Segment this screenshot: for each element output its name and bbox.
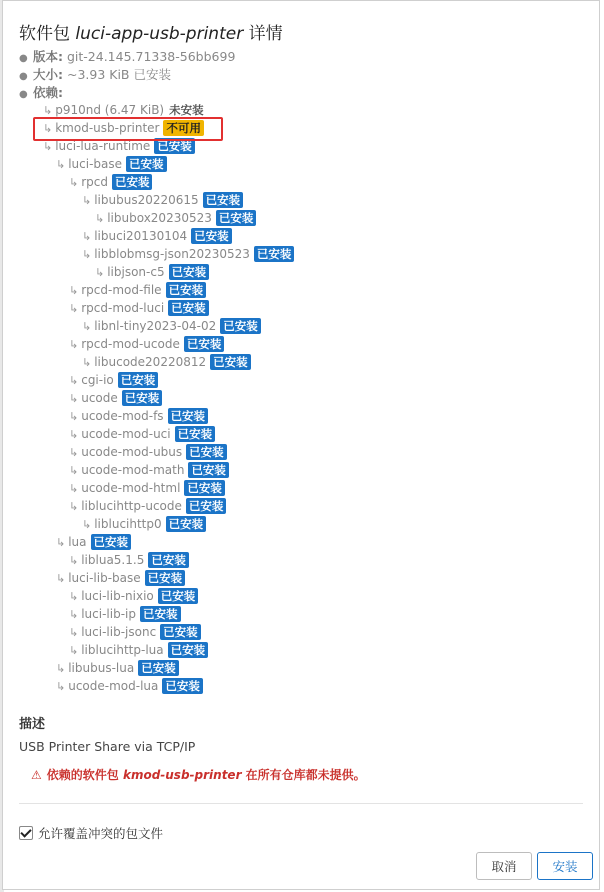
- child-arrow-icon: ↳: [69, 464, 79, 477]
- dependency-row: [82, 353, 251, 371]
- status-badge: 已安装: [126, 156, 167, 172]
- child-arrow-icon: ↳: [69, 374, 79, 387]
- child-arrow-icon: ↳: [69, 410, 79, 423]
- bullet-icon: ●: [19, 89, 28, 100]
- dependency-name: liblua5.1.5: [81, 553, 145, 567]
- dependency-name: lua: [68, 535, 87, 549]
- child-arrow-icon: ↳: [82, 248, 92, 261]
- child-arrow-icon: ↳: [56, 680, 66, 693]
- child-arrow-icon: ↳: [69, 554, 79, 567]
- dependency-row: [69, 407, 208, 425]
- status-badge: 已安装: [186, 444, 227, 460]
- status-badge: 已安装: [210, 354, 251, 370]
- dependency-row: [69, 371, 158, 389]
- dependency-row: [82, 245, 294, 263]
- dependency-name: luci-lib-nixio: [81, 589, 154, 603]
- dependency-name: cgi-io: [81, 373, 114, 387]
- dependency-row: [95, 263, 209, 281]
- meta-deps: ● 依赖:: [19, 84, 235, 102]
- title-suffix: 详情: [248, 24, 283, 44]
- child-arrow-icon: ↳: [69, 428, 79, 441]
- status-badge: 已安装: [184, 480, 225, 496]
- status-badge: 已安装: [175, 426, 216, 442]
- dependency-name: rpcd-mod-luci: [81, 301, 165, 315]
- dependency-row: [69, 623, 201, 641]
- dependency-name: kmod-usb-printer: [55, 121, 160, 135]
- status-badge: 未安装: [169, 103, 204, 117]
- status-badge: 已安装: [140, 606, 181, 622]
- child-arrow-icon: ↳: [82, 194, 92, 207]
- dependency-name: ucode-mod-ubus: [81, 445, 183, 459]
- dependency-name: rpcd-mod-file: [81, 283, 162, 297]
- child-arrow-icon: ↳: [56, 572, 66, 585]
- dependency-row: [69, 443, 227, 461]
- dependency-name: libblobmsg-json20230523: [94, 247, 250, 261]
- dependency-row: [82, 515, 206, 533]
- child-arrow-icon: ↳: [69, 176, 79, 189]
- status-badge: 已安装: [160, 624, 201, 640]
- dependency-name: p910nd (6.47 KiB): [55, 103, 165, 117]
- dependency-row: [56, 533, 131, 551]
- dependency-name: ucode-mod-math: [81, 463, 185, 477]
- dependency-row: [69, 389, 162, 407]
- title-package-name: luci-app-usb-printer: [75, 24, 244, 44]
- dependency-name: luci-base: [68, 157, 123, 171]
- dependency-name: libubus20220615: [94, 193, 199, 207]
- child-arrow-icon: ↳: [69, 500, 79, 513]
- dependency-name: libubox20230523: [107, 211, 212, 225]
- status-badge: 已安装: [216, 210, 257, 226]
- child-arrow-icon: ↳: [82, 518, 92, 531]
- overwrite-option[interactable]: [19, 824, 163, 842]
- status-badge: 已安装: [166, 516, 207, 532]
- dependency-row: [69, 605, 181, 623]
- child-arrow-icon: ↳: [82, 356, 92, 369]
- description-heading: 描述: [19, 717, 46, 732]
- bullet-icon: ●: [19, 53, 28, 64]
- divider: [19, 803, 583, 804]
- status-badge: 已安装: [148, 552, 189, 568]
- status-badge: 已安装: [122, 390, 163, 406]
- dependency-row: [69, 587, 198, 605]
- dependency-row: [69, 281, 206, 299]
- status-badge: 已安装: [166, 282, 207, 298]
- dependency-name: rpcd: [81, 175, 108, 189]
- status-badge: 已安装: [118, 372, 159, 388]
- dependency-row: [69, 299, 209, 317]
- dependency-row: [69, 479, 225, 497]
- dialog-title: [19, 19, 283, 44]
- cancel-button[interactable]: 取消: [476, 852, 532, 880]
- dependency-row: [95, 209, 256, 227]
- status-badge: 已安装: [188, 462, 229, 478]
- alert-package-name: kmod-usb-printer: [122, 768, 242, 782]
- status-badge: 已安装: [112, 174, 153, 190]
- child-arrow-icon: ↳: [82, 320, 92, 333]
- child-arrow-icon: ↳: [95, 212, 105, 225]
- child-arrow-icon: ↳: [56, 158, 66, 171]
- child-arrow-icon: ↳: [69, 608, 79, 621]
- dependency-row: [69, 497, 226, 515]
- dependency-name: ucode-mod-lua: [68, 679, 159, 693]
- highlight-annotation: [33, 117, 223, 141]
- child-arrow-icon: ↳: [69, 446, 79, 459]
- dependency-row: [69, 335, 224, 353]
- overwrite-checkbox[interactable]: [19, 826, 33, 840]
- dependency-name: libucode20220812: [94, 355, 207, 369]
- bullet-icon: ●: [19, 71, 28, 82]
- dependency-row: [82, 227, 232, 245]
- dependency-row: [69, 173, 152, 191]
- status-badge: 已安装: [220, 318, 261, 334]
- overwrite-label: 允许覆盖冲突的包文件: [38, 826, 164, 841]
- version-value: git-24.145.71338-56bb699: [66, 49, 236, 64]
- child-arrow-icon: ↳: [82, 230, 92, 243]
- package-details-dialog: [2, 0, 600, 890]
- package-meta-list: [19, 48, 235, 102]
- child-arrow-icon: ↳: [43, 122, 53, 135]
- dependency-name: ucode-mod-html: [81, 481, 181, 495]
- child-arrow-icon: ↳: [69, 284, 79, 297]
- dependency-name: luci-lua-runtime: [55, 139, 151, 153]
- child-arrow-icon: ↳: [56, 536, 66, 549]
- status-badge: 已安装: [145, 570, 186, 586]
- status-badge: 已安装: [162, 678, 203, 694]
- dependency-row: [82, 317, 261, 335]
- child-arrow-icon: ↳: [43, 104, 53, 117]
- description-text: USB Printer Share via TCP/IP: [19, 739, 196, 754]
- child-arrow-icon: ↳: [95, 266, 105, 279]
- status-badge: 已安装: [138, 660, 179, 676]
- status-badge: 已安装: [168, 300, 209, 316]
- status-badge: 已安装: [203, 192, 244, 208]
- status-badge: 不可用: [163, 120, 204, 136]
- child-arrow-icon: ↳: [56, 662, 66, 675]
- dependency-name: luci-lib-jsonc: [81, 625, 157, 639]
- status-badge: 已安装: [158, 588, 199, 604]
- missing-dependency-alert: ⚠ 依赖的软件包 kmod-usb-printer 在所有仓库都未提供。: [31, 768, 366, 782]
- status-badge: 已安装: [184, 336, 225, 352]
- dependency-row: [56, 659, 179, 677]
- child-arrow-icon: ↳: [69, 482, 79, 495]
- dependency-name: luci-lib-base: [68, 571, 141, 585]
- dependency-name: luci-lib-ip: [81, 607, 136, 621]
- dependency-name: liblucihttp-ucode: [81, 499, 182, 513]
- status-badge: 已安装: [168, 642, 209, 658]
- size-value: ~3.93 KiB 已安装: [66, 67, 171, 82]
- install-button[interactable]: 安装: [537, 852, 593, 880]
- dependency-name: liblucihttp0: [94, 517, 162, 531]
- status-badge: 已安装: [191, 228, 232, 244]
- dependency-row: [56, 155, 167, 173]
- warning-icon: ⚠: [31, 768, 42, 782]
- dependency-name: rpcd-mod-ucode: [81, 337, 180, 351]
- dependency-row: [69, 425, 215, 443]
- status-badge: 已安装: [91, 534, 132, 550]
- child-arrow-icon: ↳: [69, 302, 79, 315]
- child-arrow-icon: ↳: [69, 644, 79, 657]
- dependency-row: [56, 569, 185, 587]
- dependency-name: ucode-mod-uci: [81, 427, 171, 441]
- status-badge: 已安装: [168, 408, 209, 424]
- dependency-name: libubus-lua: [68, 661, 135, 675]
- status-badge: 已安装: [169, 264, 210, 280]
- dependency-row: [69, 641, 208, 659]
- dependency-row: [82, 191, 243, 209]
- status-badge: 已安装: [154, 138, 195, 154]
- child-arrow-icon: ↳: [43, 140, 53, 153]
- dependency-name: libuci20130104: [94, 229, 188, 243]
- status-badge: 已安装: [254, 246, 295, 262]
- dependency-name: libjson-c5: [107, 265, 165, 279]
- child-arrow-icon: ↳: [69, 626, 79, 639]
- title-prefix: 软件包: [19, 24, 70, 44]
- meta-size: ● 大小: ~3.93 KiB 已安装: [19, 66, 235, 84]
- child-arrow-icon: ↳: [69, 338, 79, 351]
- dependency-name: libnl-tiny2023-04-02: [94, 319, 217, 333]
- dependency-name: liblucihttp-lua: [81, 643, 164, 657]
- child-arrow-icon: ↳: [69, 392, 79, 405]
- dependency-name: ucode-mod-fs: [81, 409, 164, 423]
- child-arrow-icon: ↳: [69, 590, 79, 603]
- status-badge: 已安装: [186, 498, 227, 514]
- dependency-name: ucode: [81, 391, 118, 405]
- dependency-row: [69, 551, 189, 569]
- dependency-row: [69, 461, 229, 479]
- meta-version: ● 版本: git-24.145.71338-56bb699: [19, 48, 235, 66]
- dependency-row: [56, 677, 203, 695]
